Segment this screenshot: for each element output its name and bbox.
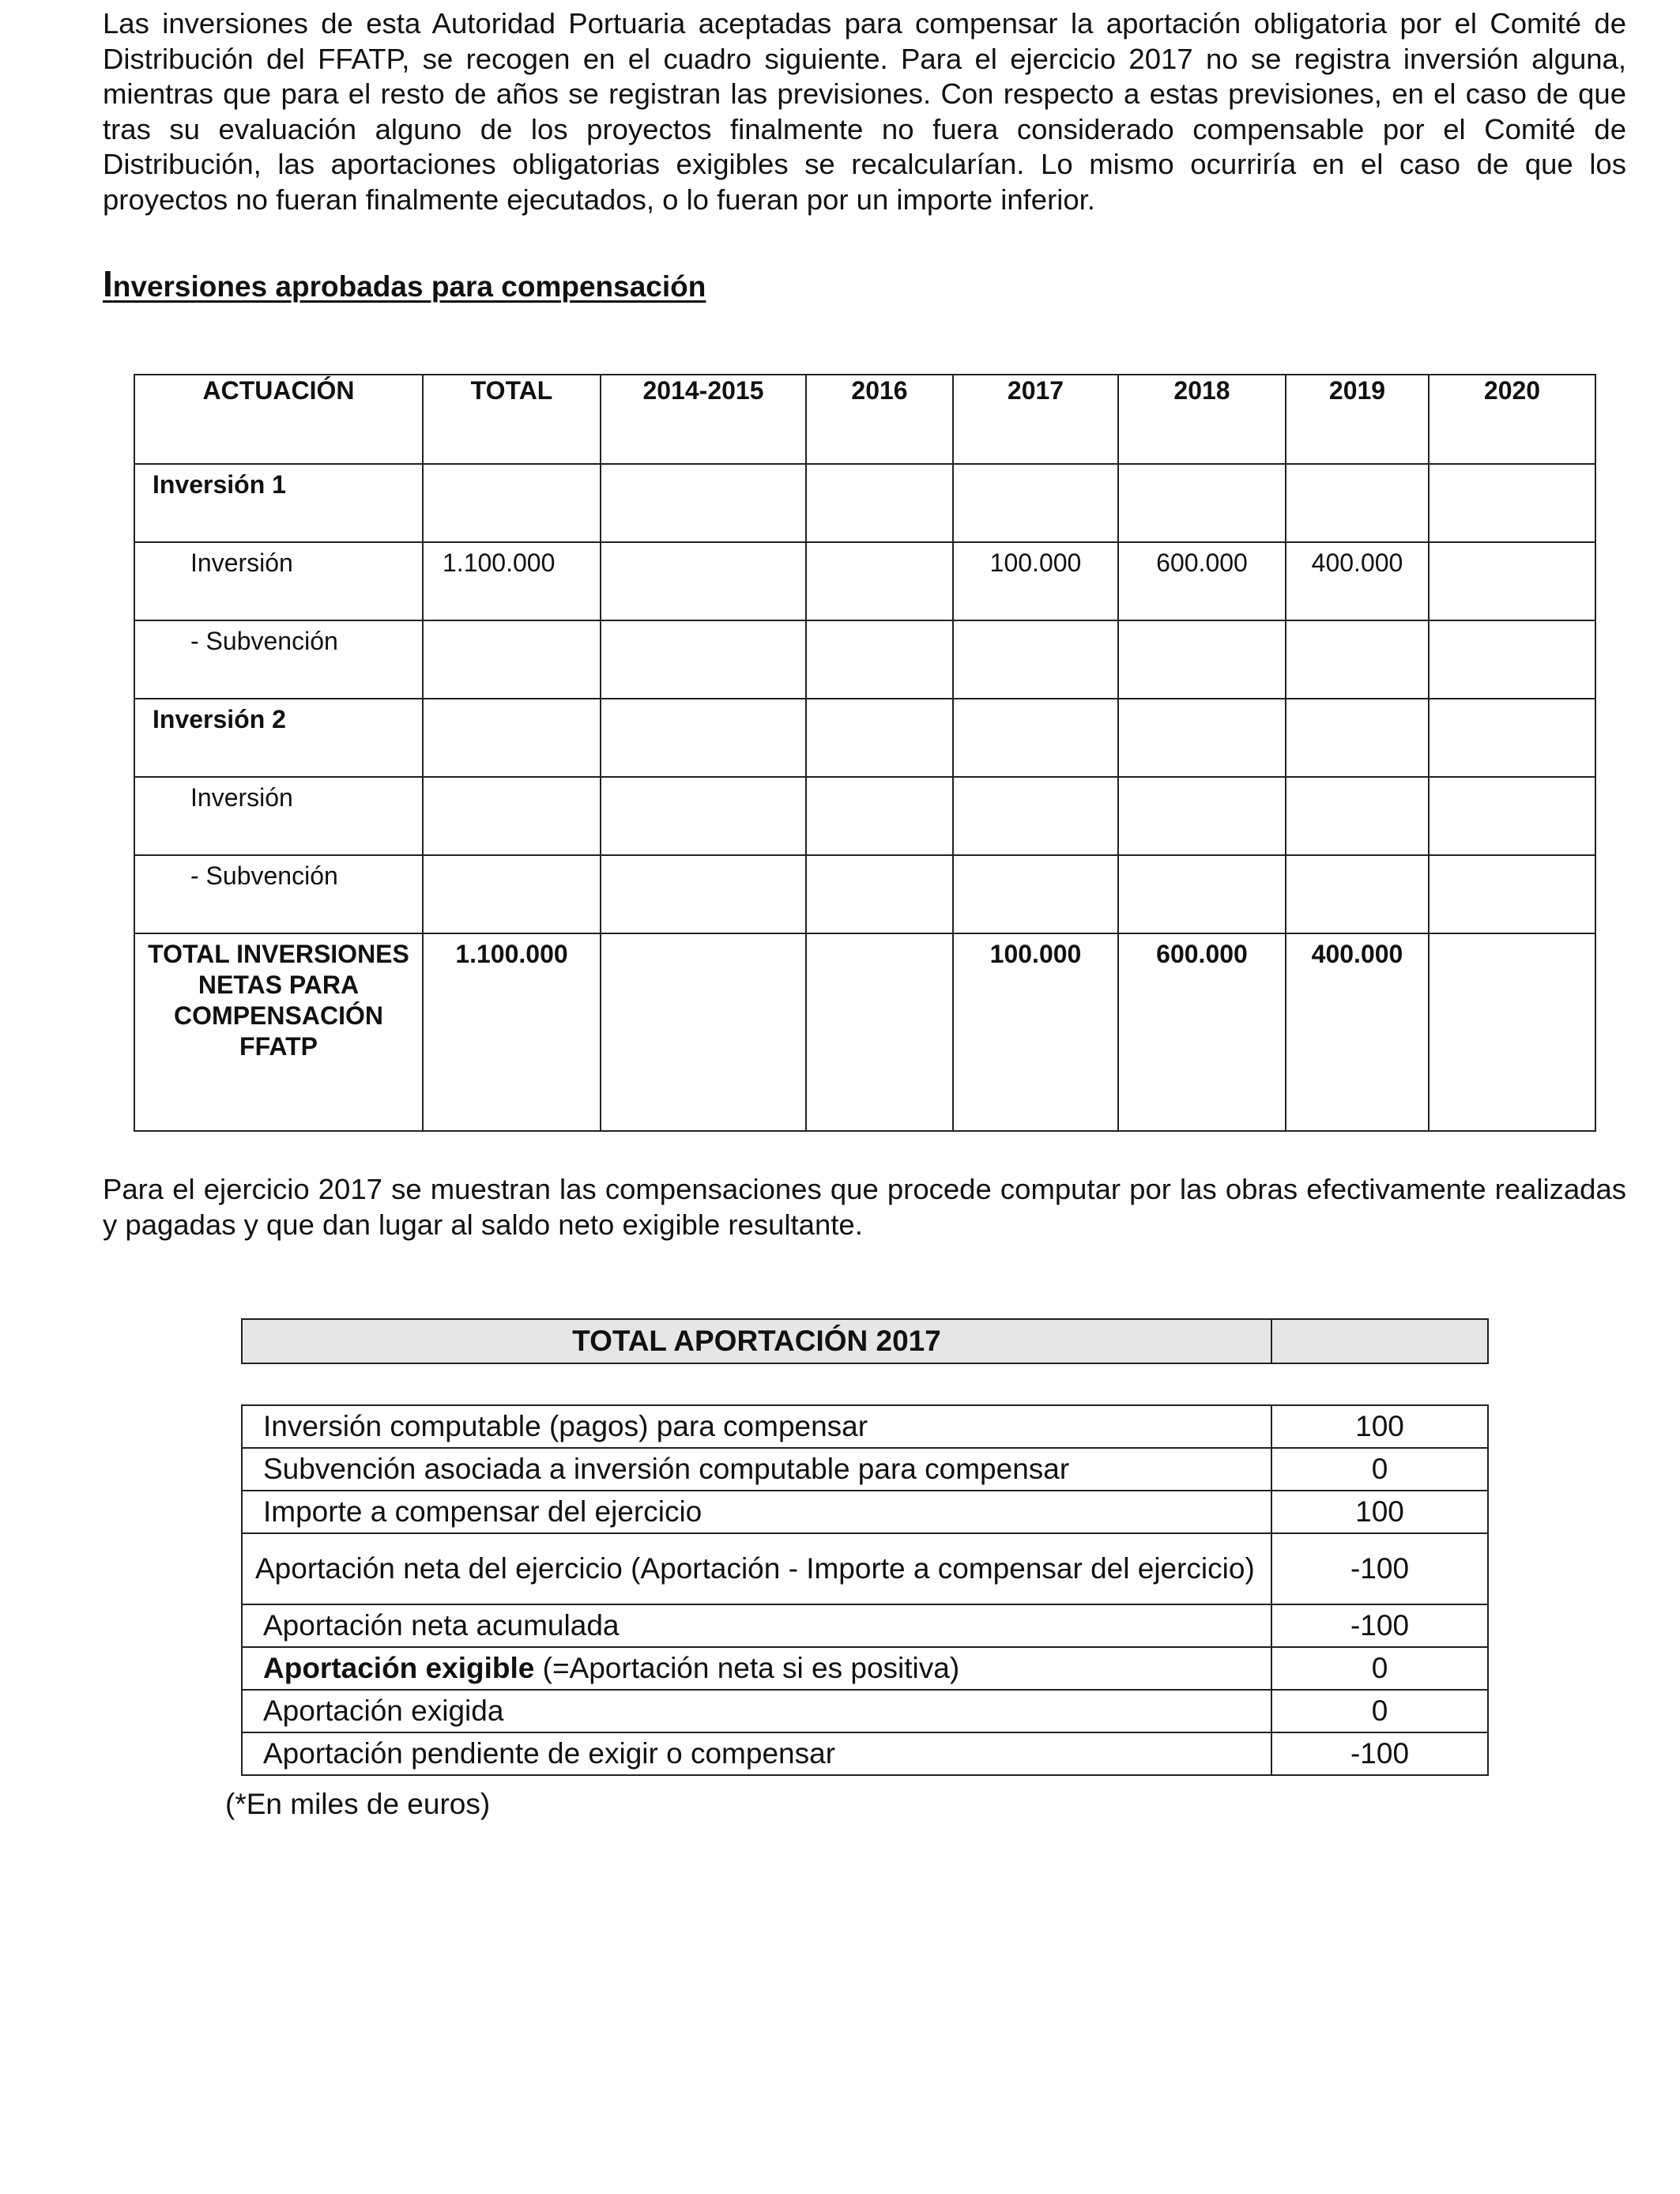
row-label: Inversión computable (pagos) para compensar xyxy=(242,1405,1271,1448)
cell xyxy=(1118,699,1286,777)
total-cell xyxy=(1429,933,1595,1131)
cell xyxy=(953,855,1118,933)
table-row xyxy=(242,1533,1488,1604)
table-row xyxy=(134,699,1595,777)
cell: 600.000 xyxy=(1118,542,1286,620)
col-header: 2019 xyxy=(1286,375,1429,464)
cell xyxy=(601,699,806,777)
cell xyxy=(423,777,601,855)
row-value: 0 xyxy=(1271,1690,1488,1732)
cell xyxy=(1286,620,1429,699)
cell: 100.000 xyxy=(953,542,1118,620)
row-value: 0 xyxy=(1271,1647,1488,1690)
cell xyxy=(1429,699,1595,777)
heading-initial: I xyxy=(103,263,113,304)
total-label: TOTAL INVERSIONES NETAS PARA COMPENSACIÓN FFATP xyxy=(134,933,423,1131)
cell xyxy=(1118,464,1286,542)
cell xyxy=(1429,464,1595,542)
total-cell: 400.000 xyxy=(1286,933,1429,1131)
aportacion-table xyxy=(241,1404,1489,1776)
cell xyxy=(1429,855,1595,933)
cell xyxy=(806,542,953,620)
row-value: 100 xyxy=(1271,1405,1488,1448)
cell xyxy=(806,777,953,855)
cell xyxy=(1429,620,1595,699)
investment-table xyxy=(134,374,1596,1132)
cell: 1.100.000 xyxy=(423,542,601,620)
row-value: 100 xyxy=(1271,1491,1488,1533)
row-label: Inversión 2 xyxy=(134,699,423,777)
table-row xyxy=(242,1405,1488,1448)
total-cell xyxy=(806,933,953,1131)
table-row xyxy=(242,1647,1488,1690)
row-label: Subvención asociada a inversión computable para compensar xyxy=(242,1448,1271,1491)
row-label: Aportación pendiente de exigir o compensar xyxy=(242,1732,1271,1775)
cell xyxy=(601,855,806,933)
row-label-rest: (=Aportación neta si es positiva) xyxy=(534,1652,960,1684)
table-header-row xyxy=(134,375,1595,464)
table-row xyxy=(134,620,1595,699)
cell xyxy=(1429,777,1595,855)
cell xyxy=(1286,464,1429,542)
row-label: Aportación neta del ejercicio (Aportación - Importe a compensar del ejercicio) xyxy=(242,1533,1271,1604)
col-header: TOTAL xyxy=(423,375,601,464)
cell xyxy=(1118,855,1286,933)
units-note: (*En miles de euros) xyxy=(225,1788,491,1820)
cell xyxy=(1118,777,1286,855)
row-label: - Subvención xyxy=(134,855,423,933)
table-row xyxy=(242,1491,1488,1533)
row-label: Inversión xyxy=(134,777,423,855)
row-label xyxy=(242,1647,1271,1690)
row-value: 0 xyxy=(1271,1448,1488,1491)
aportacion-header-table xyxy=(241,1318,1489,1364)
total-cell: 600.000 xyxy=(1118,933,1286,1131)
table-row xyxy=(134,777,1595,855)
aportacion-title: TOTAL APORTACIÓN 2017 xyxy=(242,1319,1271,1363)
cell xyxy=(1118,620,1286,699)
total-cell xyxy=(601,933,806,1131)
row-value: -100 xyxy=(1271,1732,1488,1775)
table-row xyxy=(134,855,1595,933)
cell xyxy=(806,855,953,933)
row-label: Importe a compensar del ejercicio xyxy=(242,1491,1271,1533)
total-cell: 1.100.000 xyxy=(423,933,601,1131)
row-label: - Subvención xyxy=(134,620,423,699)
second-paragraph: Para el ejercicio 2017 se muestran las compensaciones que procede computar por las obras efectivamente realizadas y pagadas y que dan lugar al saldo neto exigible resultante. xyxy=(103,1173,1626,1241)
row-label: Aportación neta acumulada xyxy=(242,1604,1271,1647)
table-row xyxy=(242,1690,1488,1732)
cell xyxy=(806,699,953,777)
cell xyxy=(1286,777,1429,855)
row-value: -100 xyxy=(1271,1533,1488,1604)
col-header: 2016 xyxy=(806,375,953,464)
col-header: 2020 xyxy=(1429,375,1595,464)
row-label: Inversión xyxy=(134,542,423,620)
cell xyxy=(1286,855,1429,933)
intro-paragraph: Las inversiones de esta Autoridad Portuaria aceptadas para compensar la aportación obligatoria por el Comité de Distribución del FFATP, se recogen en el cuadro siguiente. Para el ejercicio 2017 no se registra inversión alguna, mientras que para el resto de años se registran las previsiones. Con respecto a estas previsiones, en el caso de que tras su evaluación alguno de los proyectos finalmente no fuera considerado compensable por el Comité de Distribución, las aportaciones obligatorias exigibles se recalcularían. Lo mismo ocurriría en el caso de que los proyectos no fueran finalmente ejecutados, o lo fueran por un importe inferior. xyxy=(103,7,1626,216)
cell xyxy=(1429,542,1595,620)
heading-text: nversiones aprobadas para compensación xyxy=(112,270,706,303)
cell xyxy=(601,542,806,620)
cell xyxy=(953,699,1118,777)
total-cell: 100.000 xyxy=(953,933,1118,1131)
cell: 400.000 xyxy=(1286,542,1429,620)
cell xyxy=(423,855,601,933)
row-label-bold: Aportación exigible xyxy=(263,1652,535,1684)
col-header: ACTUACIÓN xyxy=(134,375,423,464)
row-value: -100 xyxy=(1271,1604,1488,1647)
table-row xyxy=(242,1448,1488,1491)
cell xyxy=(423,464,601,542)
cell xyxy=(806,464,953,542)
table-row xyxy=(134,542,1595,620)
table-row xyxy=(134,464,1595,542)
cell xyxy=(601,620,806,699)
row-label: Inversión 1 xyxy=(134,464,423,542)
total-row xyxy=(134,933,1595,1131)
table-row xyxy=(242,1604,1488,1647)
cell xyxy=(423,620,601,699)
col-header: 2018 xyxy=(1118,375,1286,464)
cell xyxy=(423,699,601,777)
col-header: 2017 xyxy=(953,375,1118,464)
col-header: 2014-2015 xyxy=(601,375,806,464)
table-row xyxy=(242,1732,1488,1775)
cell xyxy=(1286,699,1429,777)
cell xyxy=(601,464,806,542)
cell xyxy=(953,777,1118,855)
cell xyxy=(806,620,953,699)
aportacion-title-value xyxy=(1271,1319,1488,1363)
cell xyxy=(601,777,806,855)
row-label: Aportación exigida xyxy=(242,1690,1271,1732)
cell xyxy=(953,620,1118,699)
cell xyxy=(953,464,1118,542)
section-heading xyxy=(103,262,706,305)
